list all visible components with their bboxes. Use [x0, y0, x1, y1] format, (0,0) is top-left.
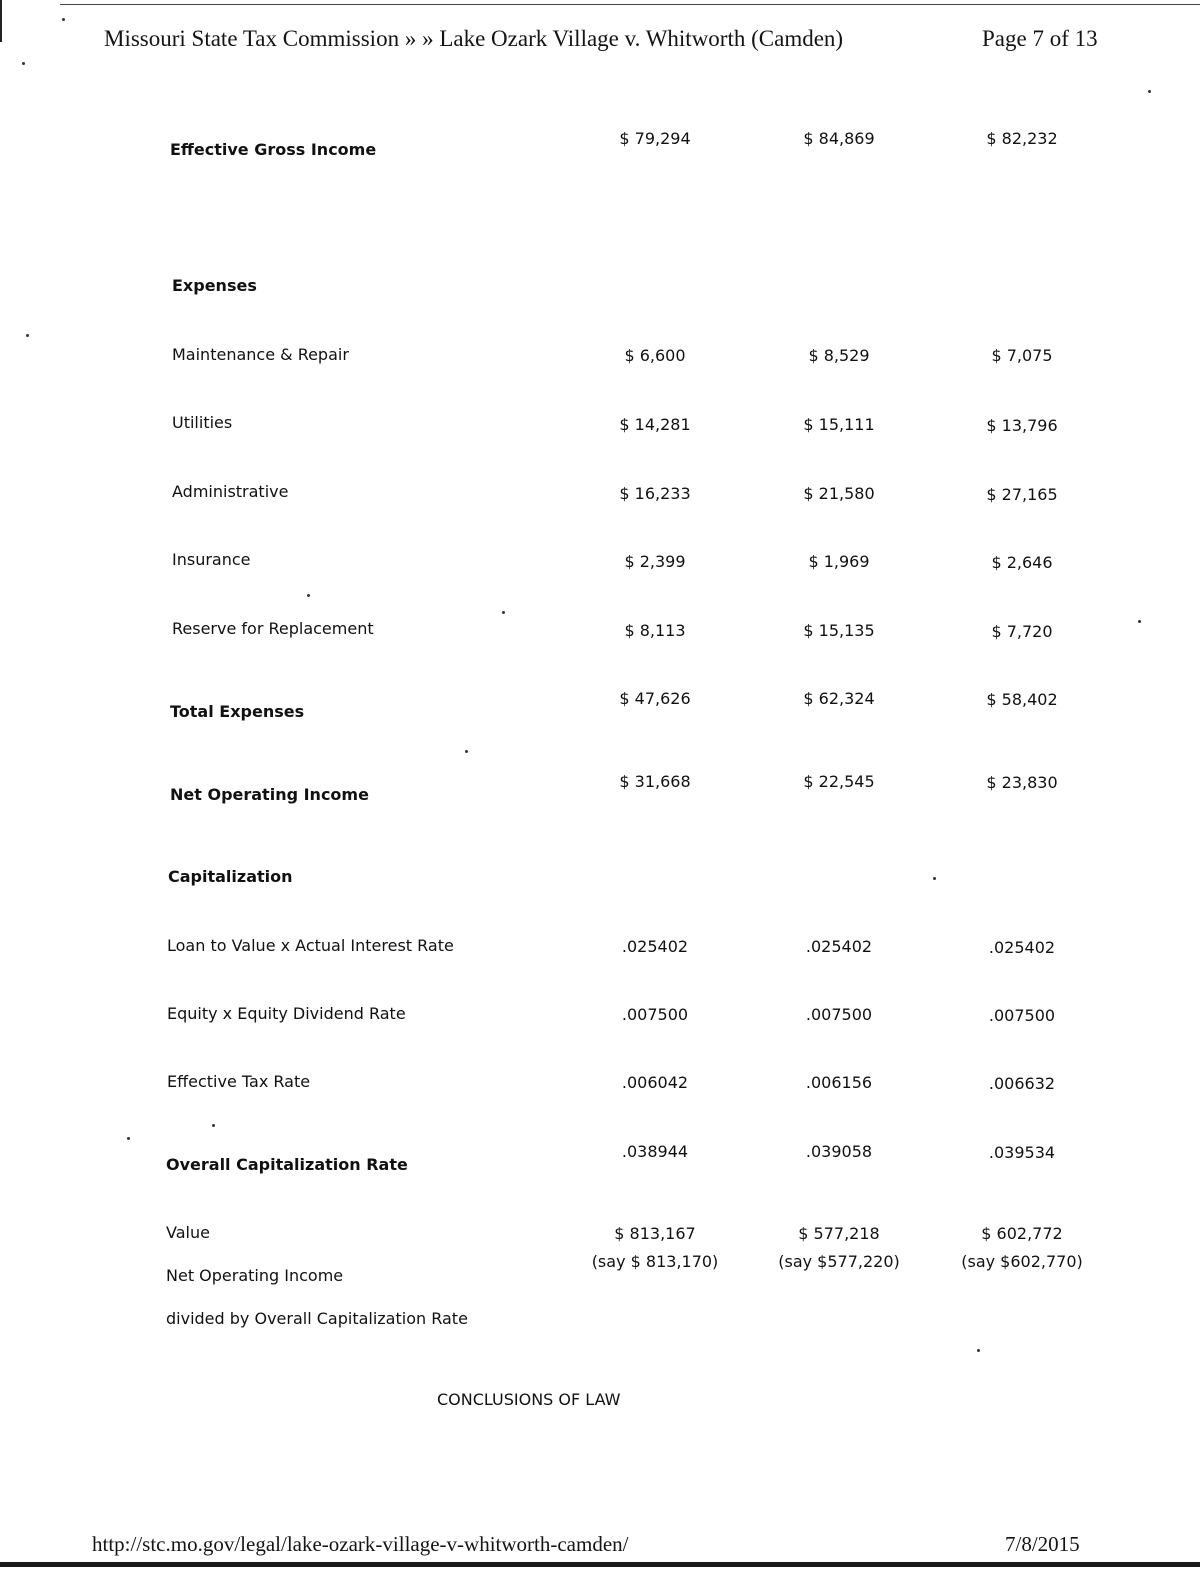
administrative-value-1: $ 16,233 [619, 484, 691, 503]
scan-speck [127, 1137, 130, 1140]
equity-value-3: .007500 [988, 1006, 1056, 1025]
administrative-value-3: $ 27,165 [986, 485, 1058, 504]
noi-value-2: $ 22,545 [803, 772, 875, 791]
ocr-value-1: .038944 [621, 1142, 689, 1161]
equity-value-1: .007500 [621, 1005, 689, 1024]
left-margin-mark [0, 0, 2, 42]
ltv-value-3: .025402 [988, 938, 1056, 957]
maintenance-value-2: $ 8,529 [808, 346, 870, 365]
value-label: Value [166, 1223, 210, 1242]
value-rounded-1: (say $ 813,170) [591, 1252, 719, 1271]
total-expenses-value-1: $ 47,626 [619, 689, 691, 708]
ltv-label: Loan to Value x Actual Interest Rate [167, 936, 454, 955]
noi-label: Net Operating Income [170, 785, 369, 804]
ltv-value-1: .025402 [621, 937, 689, 956]
scan-speck [502, 611, 505, 614]
insurance-label: Insurance [172, 550, 251, 569]
scan-speck [977, 1349, 980, 1352]
value-rounded-2: (say $577,220) [778, 1252, 900, 1271]
egi-value-1: $ 79,294 [619, 129, 691, 148]
header-title: Missouri State Tax Commission » » Lake Ozark Village v. Whitworth (Camden) [104, 26, 844, 51]
bottom-rule [0, 1562, 1200, 1567]
administrative-label: Administrative [172, 482, 289, 501]
tax-rate-label: Effective Tax Rate [167, 1072, 311, 1091]
value-2: $ 577,218 [798, 1224, 880, 1243]
ltv-value-2: .025402 [805, 937, 873, 956]
insurance-value-2: $ 1,969 [808, 552, 870, 571]
scan-speck [62, 18, 65, 21]
maintenance-value-1: $ 6,600 [624, 346, 686, 365]
equity-value-2: .007500 [805, 1005, 873, 1024]
egi-label: Effective Gross Income [170, 140, 377, 159]
insurance-value-1: $ 2,399 [624, 552, 686, 571]
footer-date: 7/8/2015 [1005, 1532, 1080, 1556]
scan-speck [307, 594, 310, 597]
value-1: $ 813,167 [614, 1224, 696, 1243]
scan-speck [26, 334, 29, 337]
egi-value-3: $ 82,232 [986, 129, 1058, 148]
reserve-label: Reserve for Replacement [172, 619, 374, 638]
scan-speck [465, 750, 468, 753]
noi-value-3: $ 23,830 [986, 773, 1058, 792]
total-expenses-value-3: $ 58,402 [986, 690, 1058, 709]
tax-rate-value-2: .006156 [805, 1073, 873, 1092]
noi-value-1: $ 31,668 [619, 772, 691, 791]
expenses-heading: Expenses [172, 276, 257, 295]
egi-value-2: $ 84,869 [803, 129, 875, 148]
ocr-label: Overall Capitalization Rate [166, 1155, 408, 1174]
utilities-value-1: $ 14,281 [619, 415, 691, 434]
total-expenses-value-2: $ 62,324 [803, 689, 875, 708]
scan-speck [1148, 90, 1151, 93]
utilities-value-2: $ 15,111 [803, 415, 875, 434]
maintenance-label: Maintenance & Repair [172, 345, 349, 364]
capitalization-heading: Capitalization [168, 867, 293, 886]
equity-label: Equity x Equity Dividend Rate [167, 1004, 406, 1023]
value-rounded-3: (say $602,770) [961, 1252, 1083, 1271]
value-note-line-2: divided by Overall Capitalization Rate [166, 1309, 468, 1328]
utilities-value-3: $ 13,796 [986, 416, 1058, 435]
tax-rate-value-1: .006042 [621, 1073, 689, 1092]
reserve-value-3: $ 7,720 [991, 622, 1053, 641]
reserve-value-2: $ 15,135 [803, 621, 875, 640]
reserve-value-1: $ 8,113 [624, 621, 686, 640]
administrative-value-2: $ 21,580 [803, 484, 875, 503]
total-expenses-label: Total Expenses [170, 702, 305, 721]
scan-speck [933, 877, 936, 880]
conclusions-of-law-heading: CONCLUSIONS OF LAW [437, 1390, 621, 1409]
maintenance-value-3: $ 7,075 [991, 346, 1053, 365]
utilities-label: Utilities [172, 413, 233, 432]
ocr-value-3: .039534 [988, 1143, 1056, 1162]
footer-url: http://stc.mo.gov/legal/lake-ozark-village-v-whitworth-camden/ [92, 1532, 629, 1556]
value-3: $ 602,772 [981, 1224, 1063, 1243]
scan-speck [1138, 620, 1141, 623]
insurance-value-3: $ 2,646 [991, 553, 1053, 572]
tax-rate-value-3: .006632 [988, 1074, 1056, 1093]
top-rule [60, 4, 1200, 5]
header-page-number: Page 7 of 13 [982, 26, 1098, 51]
scan-speck [22, 62, 25, 65]
ocr-value-2: .039058 [805, 1142, 873, 1161]
scan-speck [212, 1124, 215, 1127]
value-note-line-1: Net Operating Income [166, 1266, 344, 1285]
